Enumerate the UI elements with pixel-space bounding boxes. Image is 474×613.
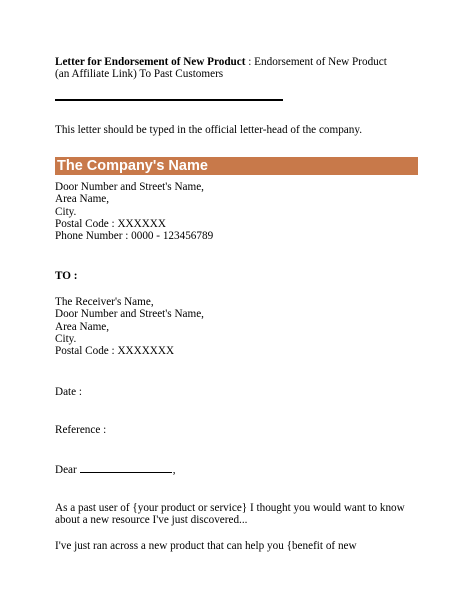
receiver-postal-code: Postal Code : XXXXXXX <box>55 345 175 358</box>
title-rest: : Endorsement of New Product <box>245 56 387 68</box>
sender-phone-number: Phone Number : 0000 - 123456789 <box>55 230 214 243</box>
title-bold: Letter for Endorsement of New Product <box>55 56 246 68</box>
body-line: I've just ran across a new product that can help you {benefit of new <box>55 540 357 552</box>
letterhead-note: This letter should be typed in the official letter-head of the company. <box>55 124 363 136</box>
salutation-blank <box>80 462 172 473</box>
body-line: As a past user of {your product or service} I thought you would want to know <box>55 502 405 514</box>
sender-address <box>55 181 213 242</box>
date-label: Date : <box>55 386 83 398</box>
body-line: about a new resource I've just discovered... <box>55 514 248 527</box>
receiver-address-line: City. <box>55 332 77 345</box>
salutation <box>55 462 176 476</box>
reference-label: Reference : <box>55 424 107 436</box>
receiver-address-line: Area Name, <box>55 320 110 333</box>
body-paragraph-2 <box>55 540 425 552</box>
receiver-address-line: Door Number and Street's Name, <box>55 308 204 321</box>
sender-address-line: Door Number and Street's Name, <box>55 181 204 193</box>
receiver-address <box>55 296 204 357</box>
letter-title <box>55 56 425 81</box>
company-name-bar <box>55 157 418 175</box>
sender-address-line: Area Name, <box>55 193 110 206</box>
salutation-word: Dear <box>55 464 77 476</box>
to-label: TO : <box>55 270 78 282</box>
sender-address-line: City. <box>55 205 77 218</box>
title-underline-rule <box>55 99 283 101</box>
receiver-name: The Receiver's Name, <box>55 296 154 308</box>
body-paragraph-1 <box>55 502 425 527</box>
company-name: The Company's Name <box>57 158 208 174</box>
salutation-suffix: , <box>172 464 176 476</box>
title-rest-line2: (an Affiliate Link) To Past Customers <box>55 68 224 81</box>
sender-postal-code: Postal Code : XXXXXX <box>55 217 166 230</box>
